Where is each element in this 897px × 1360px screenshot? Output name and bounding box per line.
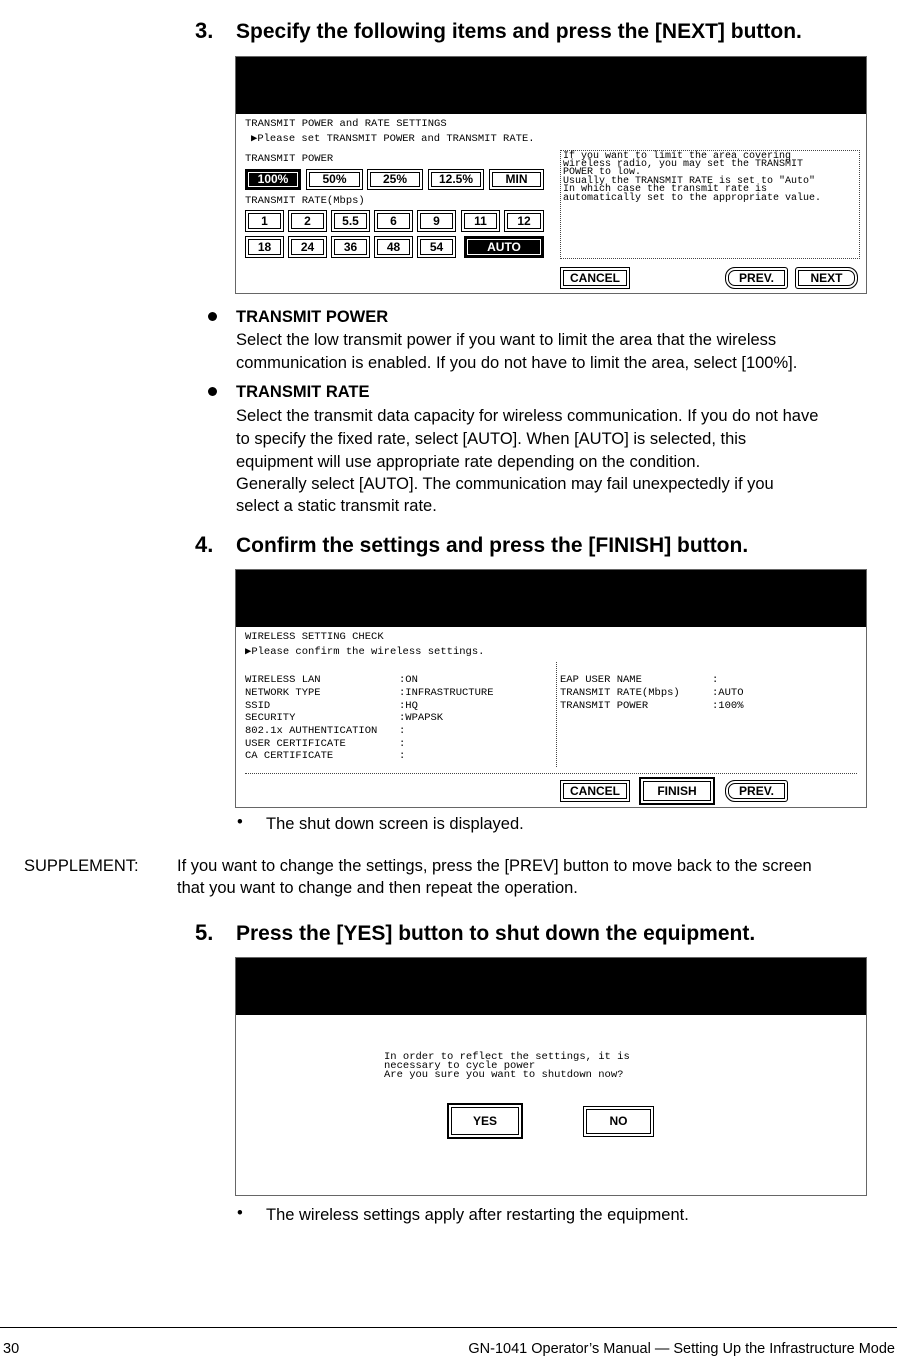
- rate-6-button[interactable]: 6: [374, 210, 413, 232]
- transmit-power-bullet-title: TRANSMIT POWER: [236, 308, 389, 326]
- list-bullet: •: [237, 1204, 243, 1222]
- step-3-number: 3.: [195, 18, 214, 43]
- help-info-box: [560, 150, 860, 259]
- power-12-5-button[interactable]: 12.5%: [428, 169, 484, 190]
- ca-cert-value: :: [399, 750, 406, 762]
- power-25-button[interactable]: 25%: [367, 169, 423, 190]
- supplement-line-2: that you want to change and then repeat the operation.: [177, 879, 578, 897]
- shutdown-confirm-screen: [235, 957, 867, 1196]
- prev-button[interactable]: PREV.: [725, 267, 788, 289]
- wireless-lan-value: :ON: [399, 674, 418, 686]
- rate-2-button[interactable]: 2: [288, 210, 327, 232]
- step-4-title: Confirm the settings and press the [FINISH] button.: [236, 534, 749, 557]
- auth-value: :: [399, 725, 406, 737]
- transmit-power-label: TRANSMIT POWER: [245, 153, 334, 165]
- step-3-title: Specify the following items and press the [NEXT] button.: [236, 20, 802, 43]
- ssid-label: SSID: [245, 700, 271, 712]
- security-value: :WPAPSK: [399, 712, 444, 724]
- footer-rule: [0, 1327, 897, 1328]
- help-line-3: POWER to low.: [563, 167, 642, 178]
- network-type-label: NETWORK TYPE: [245, 687, 321, 699]
- rate-48-button[interactable]: 48: [374, 236, 413, 258]
- no-button[interactable]: NO: [583, 1106, 654, 1137]
- transmit-rate-bullet-title: TRANSMIT RATE: [236, 383, 370, 401]
- shutdown-message-1: In order to reflect the settings, it is: [384, 1051, 630, 1063]
- page-number: 30: [3, 1341, 20, 1357]
- user-cert-label: USER CERTIFICATE: [245, 738, 346, 750]
- transmit-rate-desc-5: select a static transmit rate.: [236, 497, 437, 515]
- divider-line: [245, 773, 857, 774]
- step-5-title: Press the [YES] button to shut down the equipment.: [236, 922, 756, 945]
- bullet-dot: [208, 312, 217, 321]
- screen-instruction: ▶Please confirm the wireless settings.: [245, 646, 485, 658]
- screen-heading: TRANSMIT POWER and RATE SETTINGS: [245, 118, 447, 130]
- supplement-line-1: If you want to change the settings, press the [PREV] button to move back to the screen: [177, 857, 812, 875]
- step-5-note: The wireless settings apply after restarting the equipment.: [266, 1206, 689, 1224]
- step-4-number: 4.: [195, 532, 214, 557]
- prev-button[interactable]: PREV.: [725, 780, 788, 802]
- rate-9-button[interactable]: 9: [417, 210, 456, 232]
- power-min-button[interactable]: MIN: [489, 169, 544, 190]
- wireless-lan-label: WIRELESS LAN: [245, 674, 321, 686]
- ssid-value: :HQ: [399, 700, 418, 712]
- step-5-number: 5.: [195, 920, 214, 945]
- transmit-rate-label: TRANSMIT RATE(Mbps): [245, 195, 365, 207]
- step-4-note: The shut down screen is displayed.: [266, 815, 524, 833]
- power-label: TRANSMIT POWER: [560, 700, 649, 712]
- power-50-button[interactable]: 50%: [306, 169, 363, 190]
- transmit-rate-desc-1: Select the transmit data capacity for wireless communication. If you do not have: [236, 407, 819, 425]
- screen-title-bar: [236, 57, 866, 114]
- rate-auto-button[interactable]: AUTO: [464, 236, 544, 258]
- screen-title-bar: [236, 570, 866, 627]
- eap-user-value: :: [712, 674, 719, 686]
- help-line-5: In which case the transmit rate is: [563, 184, 768, 195]
- power-100-button[interactable]: 100%: [245, 169, 301, 190]
- rate-24-button[interactable]: 24: [288, 236, 327, 258]
- eap-user-label: EAP USER NAME: [560, 674, 642, 686]
- transmit-rate-desc-2: to specify the fixed rate, select [AUTO]. When [AUTO] is selected, this: [236, 430, 747, 448]
- transmit-settings-screen: [235, 56, 867, 294]
- bullet-dot: [208, 387, 217, 396]
- transmit-power-desc-2: communication is enabled. If you do not have to limit the area, select [100%].: [236, 354, 798, 372]
- user-cert-value: :: [399, 738, 406, 750]
- settings-check-screen: [235, 569, 867, 808]
- rate-18-button[interactable]: 18: [245, 236, 284, 258]
- rate-54-button[interactable]: 54: [417, 236, 456, 258]
- help-line-4: Usually the TRANSMIT RATE is set to "Auto": [563, 176, 816, 187]
- rate-1-button[interactable]: 1: [245, 210, 284, 232]
- screen-instruction: ▶Please set TRANSMIT POWER and TRANSMIT RATE.: [251, 133, 535, 145]
- cancel-button[interactable]: CANCEL: [560, 780, 630, 802]
- rate-12-button[interactable]: 12: [504, 210, 544, 232]
- rate-36-button[interactable]: 36: [331, 236, 370, 258]
- shutdown-message-2: necessary to cycle power: [384, 1060, 536, 1072]
- ca-cert-label: CA CERTIFICATE: [245, 750, 334, 762]
- cancel-button[interactable]: CANCEL: [560, 267, 630, 289]
- help-line-1: If you want to limit the area covering: [563, 151, 792, 162]
- help-line-2: wireless radio, you may set the TRANSMIT: [563, 159, 804, 170]
- footer-title: GN-1041 Operator’s Manual — Setting Up the Infrastructure Mode: [468, 1341, 895, 1357]
- shutdown-message-3: Are you sure you want to shutdown now?: [384, 1069, 624, 1081]
- security-label: SECURITY: [245, 712, 296, 724]
- help-line-6: automatically set to the appropriate value.: [563, 193, 822, 204]
- next-button[interactable]: NEXT: [795, 267, 858, 289]
- rate-value: :AUTO: [712, 687, 744, 699]
- screen-title-bar: [236, 958, 866, 1015]
- column-divider: [556, 662, 557, 767]
- finish-button[interactable]: FINISH: [639, 777, 715, 805]
- transmit-rate-desc-3: equipment will use appropriate rate depending on the condition.: [236, 453, 701, 471]
- yes-button[interactable]: YES: [447, 1103, 523, 1139]
- rate-label: TRANSMIT RATE(Mbps): [560, 687, 680, 699]
- list-bullet: •: [237, 813, 243, 831]
- transmit-rate-desc-4: Generally select [AUTO]. The communication may fail unexpectedly if you: [236, 475, 774, 493]
- transmit-power-desc-1: Select the low transmit power if you want to limit the area that the wireless: [236, 331, 777, 349]
- rate-11-button[interactable]: 11: [461, 210, 500, 232]
- supplement-label: SUPPLEMENT:: [24, 857, 139, 875]
- auth-label: 802.1x AUTHENTICATION: [245, 725, 378, 737]
- network-type-value: :INFRASTRUCTURE: [399, 687, 494, 699]
- rate-5-5-button[interactable]: 5.5: [331, 210, 370, 232]
- screen-heading: WIRELESS SETTING CHECK: [245, 631, 384, 643]
- power-value: :100%: [712, 700, 744, 712]
